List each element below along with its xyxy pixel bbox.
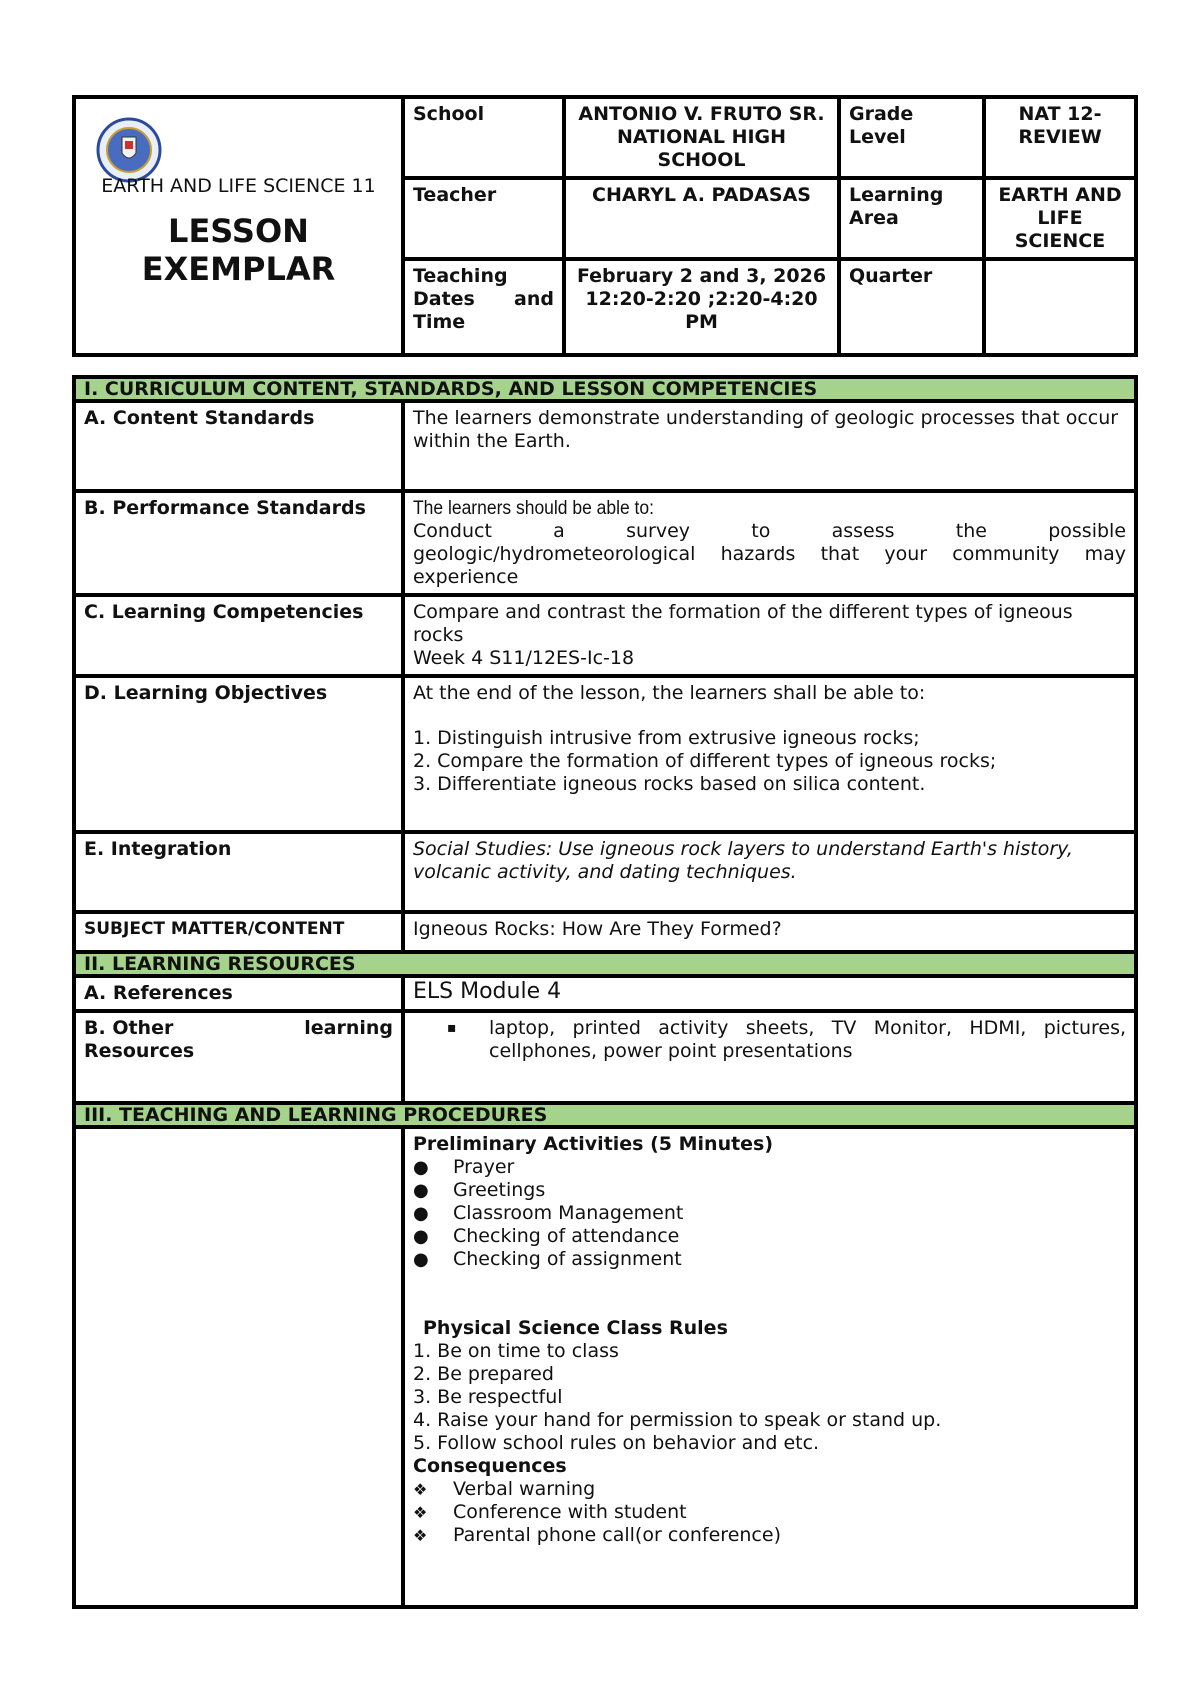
objectives-label: D. Learning Objectives — [74, 676, 403, 832]
list-item: ● Greetings — [413, 1179, 1126, 1202]
preliminary-list — [413, 1156, 1126, 1271]
rule-item: 2. Be prepared — [413, 1363, 554, 1385]
references-label: A. References — [74, 976, 403, 1011]
rule-item: 4. Raise your hand for permission to speak or stand up. — [413, 1409, 942, 1431]
competencies-code: Week 4 S11/12ES-Ic-18 — [413, 647, 635, 669]
rule-item: 1. Be on time to class — [413, 1340, 619, 1362]
list-item: ● Checking of attendance — [413, 1225, 1126, 1248]
list-item: ❖ Conference with student — [413, 1501, 1126, 1524]
main-table — [72, 375, 1138, 1609]
performance-line-3: experience — [413, 566, 519, 588]
list-item: ▪ laptop, printed activity sheets, TV Monitor, HDMI, pictures, cellphones, power point presentations — [413, 1017, 1126, 1063]
grade-label: Grade Level — [839, 97, 984, 178]
list-item: ● Checking of assignment — [413, 1248, 1126, 1271]
performance-standards-label: B. Performance Standards — [74, 491, 403, 595]
section1-title: I. CURRICULUM CONTENT, STANDARDS, AND LESSON COMPETENCIES — [74, 377, 1136, 401]
rule-item: 3. Be respectful — [413, 1386, 563, 1408]
procedures-cell — [403, 1127, 1136, 1607]
list-item: ● Classroom Management — [413, 1202, 1126, 1225]
integration-label: E. Integration — [74, 832, 403, 912]
dates-value — [564, 259, 839, 355]
content-standards-text: The learners demonstrate understanding of geologic processes that occur within the Earth. — [403, 401, 1136, 491]
competencies-label: C. Learning Competencies — [74, 595, 403, 676]
objective-item: 3. Differentiate igneous rocks based on silica content. — [413, 773, 926, 795]
list-item: ● Prayer — [413, 1156, 1126, 1179]
performance-line-1: Conduct a survey to assess the possible — [413, 520, 1127, 542]
teacher-label: Teacher — [403, 178, 564, 259]
subject-matter-text: Igneous Rocks: How Are They Formed? — [403, 912, 1136, 952]
grade-value: NAT 12- REVIEW — [984, 97, 1136, 178]
header-table — [72, 95, 1138, 357]
quarter-value — [984, 259, 1136, 355]
quarter-label: Quarter — [839, 259, 984, 355]
dates-label: Teaching Dates and Time — [403, 259, 564, 355]
content-standards-label: A. Content Standards — [74, 401, 403, 491]
section3-title: III. TEACHING AND LEARNING PROCEDURES — [74, 1103, 1136, 1127]
consequences-list — [413, 1478, 1126, 1547]
other-resources-list — [413, 1017, 1126, 1063]
other-resources-label — [74, 1011, 403, 1103]
other-label-part-3: Resources — [84, 1040, 195, 1062]
preliminary-title: Preliminary Activities (5 Minutes) — [413, 1133, 774, 1155]
deped-seal-icon — [96, 117, 162, 183]
references-text: ELS Module 4 — [403, 976, 1136, 1011]
competencies-cell — [403, 595, 1136, 676]
area-value: EARTH AND LIFE SCIENCE — [984, 178, 1136, 259]
rule-item: 5. Follow school rules on behavior and etc. — [413, 1432, 820, 1454]
rules-title: Physical Science Class Rules — [423, 1317, 728, 1339]
section2-title: II. LEARNING RESOURCES — [74, 952, 1136, 976]
objective-item: 1. Distinguish intrusive from extrusive igneous rocks; — [413, 727, 920, 749]
integration-text: Social Studies: Use igneous rock layers to understand Earth's history, volcanic activity, and dating techniques. — [403, 832, 1136, 912]
performance-line-2: geologic/hydrometeorological hazards that your community may — [413, 543, 1127, 565]
dates-value-days: February 2 and 3, 2026 — [576, 265, 827, 287]
list-item: ❖ Parental phone call(or conference) — [413, 1524, 1126, 1547]
objectives-intro: At the end of the lesson, the learners shall be able to: — [413, 682, 926, 704]
dates-value-time: 12:20-2:20 ;2:20-4:20 PM — [585, 288, 818, 333]
other-label-part-2: learning — [304, 1017, 393, 1039]
procedures-left-cell — [74, 1127, 403, 1607]
area-label: Learning Area — [839, 178, 984, 259]
consequences-title: Consequences — [413, 1455, 567, 1477]
subject-matter-label: SUBJECT MATTER/CONTENT — [74, 912, 403, 952]
school-value: ANTONIO V. FRUTO SR. NATIONAL HIGH SCHOOL — [564, 97, 839, 178]
objectives-cell — [403, 676, 1136, 832]
subject-line: EARTH AND LIFE SCIENCE 11 — [101, 175, 376, 197]
competencies-text: Compare and contrast the formation of the different types of igneous rocks — [413, 601, 1073, 646]
header-logo-cell — [74, 97, 403, 355]
teacher-value: CHARYL A. PADASAS — [564, 178, 839, 259]
performance-standards-cell — [403, 491, 1136, 595]
school-label: School — [403, 97, 564, 178]
other-resources-cell — [403, 1011, 1136, 1103]
objective-item: 2. Compare the formation of different types of igneous rocks; — [413, 750, 997, 772]
other-label-part-1: B. Other — [84, 1017, 174, 1039]
list-item: ❖ Verbal warning — [413, 1478, 1126, 1501]
lesson-title: LESSON EXEMPLAR — [141, 212, 336, 288]
performance-intro: The learners should be able to: — [413, 498, 654, 519]
